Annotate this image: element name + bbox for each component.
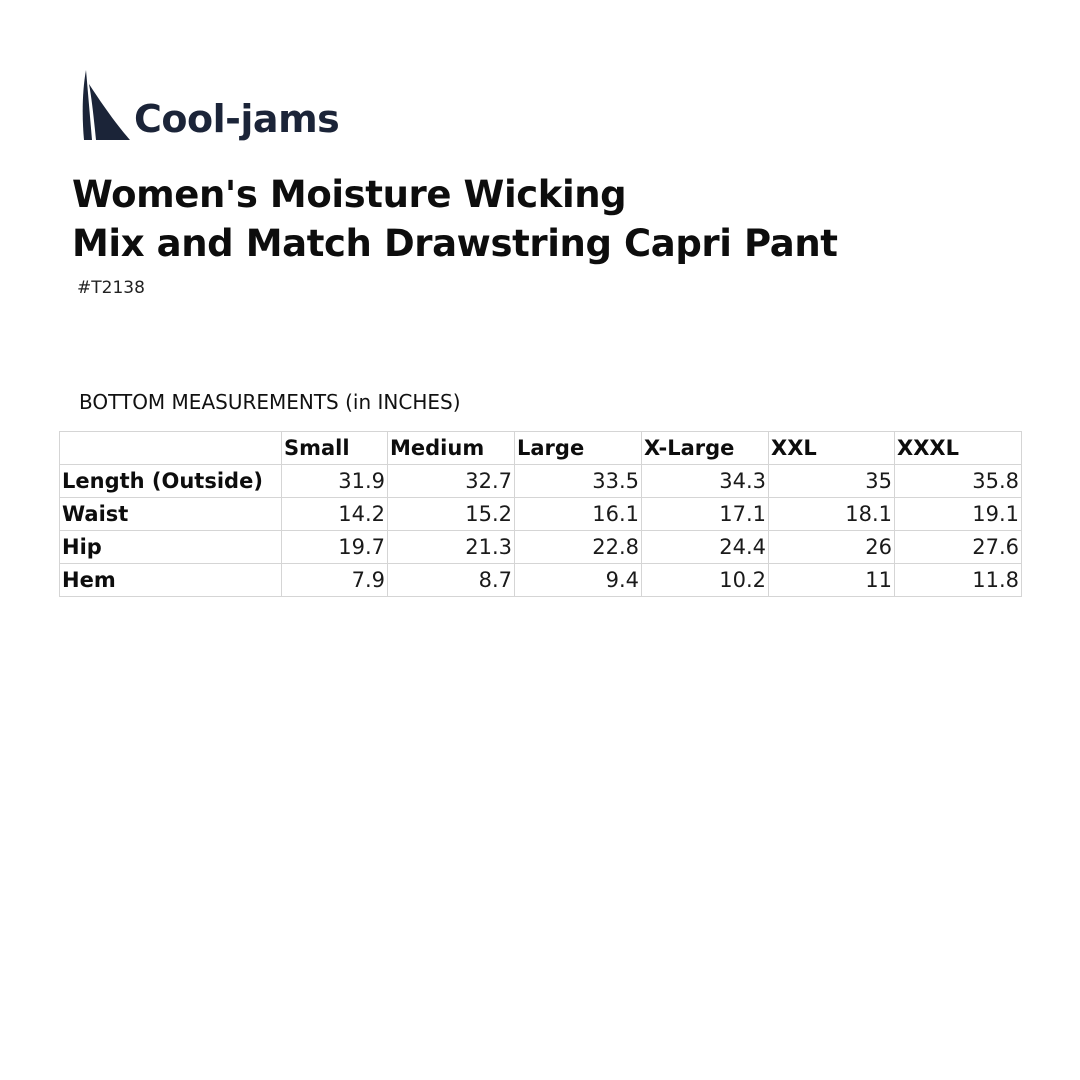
column-header: Small [282,432,388,465]
sailboat-icon [82,70,132,144]
table-row [60,564,1022,597]
table-cell: 16.1 [515,498,642,531]
table-header-row [60,432,1022,465]
row-label: Waist [60,498,282,531]
product-title-line-2: Mix and Match Drawstring Capri Pant [72,222,838,265]
table-cell: 17.1 [642,498,769,531]
product-title [72,170,1032,268]
table-cell: 32.7 [388,465,515,498]
table-cell: 34.3 [642,465,769,498]
brand-name: Cool-jams [134,97,340,141]
product-sku: #T2138 [77,278,145,298]
table-cell: 27.6 [895,531,1022,564]
row-label: Hem [60,564,282,597]
column-header: XXL [769,432,895,465]
row-label: Length (Outside) [60,465,282,498]
table-cell: 22.8 [515,531,642,564]
column-header: X-Large [642,432,769,465]
table-cell: 26 [769,531,895,564]
table-row [60,465,1022,498]
table-cell: 11.8 [895,564,1022,597]
table-cell: 10.2 [642,564,769,597]
table-cell: 19.7 [282,531,388,564]
table-cell: 24.4 [642,531,769,564]
table-cell: 19.1 [895,498,1022,531]
column-header: XXXL [895,432,1022,465]
table-cell: 31.9 [282,465,388,498]
table-cell: 35.8 [895,465,1022,498]
column-header: Medium [388,432,515,465]
table-cell: 7.9 [282,564,388,597]
table-cell: 15.2 [388,498,515,531]
size-chart-table [59,431,1022,597]
product-title-line-1: Women's Moisture Wicking [72,173,627,216]
table-cell: 35 [769,465,895,498]
measurements-heading: BOTTOM MEASUREMENTS (in INCHES) [79,390,461,414]
table-cell: 9.4 [515,564,642,597]
table-cell: 8.7 [388,564,515,597]
column-header [60,432,282,465]
table-cell: 21.3 [388,531,515,564]
table-cell: 11 [769,564,895,597]
column-header: Large [515,432,642,465]
table-row [60,498,1022,531]
brand-logo [82,70,339,144]
table-cell: 14.2 [282,498,388,531]
table-cell: 33.5 [515,465,642,498]
table-row [60,531,1022,564]
table-cell: 18.1 [769,498,895,531]
row-label: Hip [60,531,282,564]
